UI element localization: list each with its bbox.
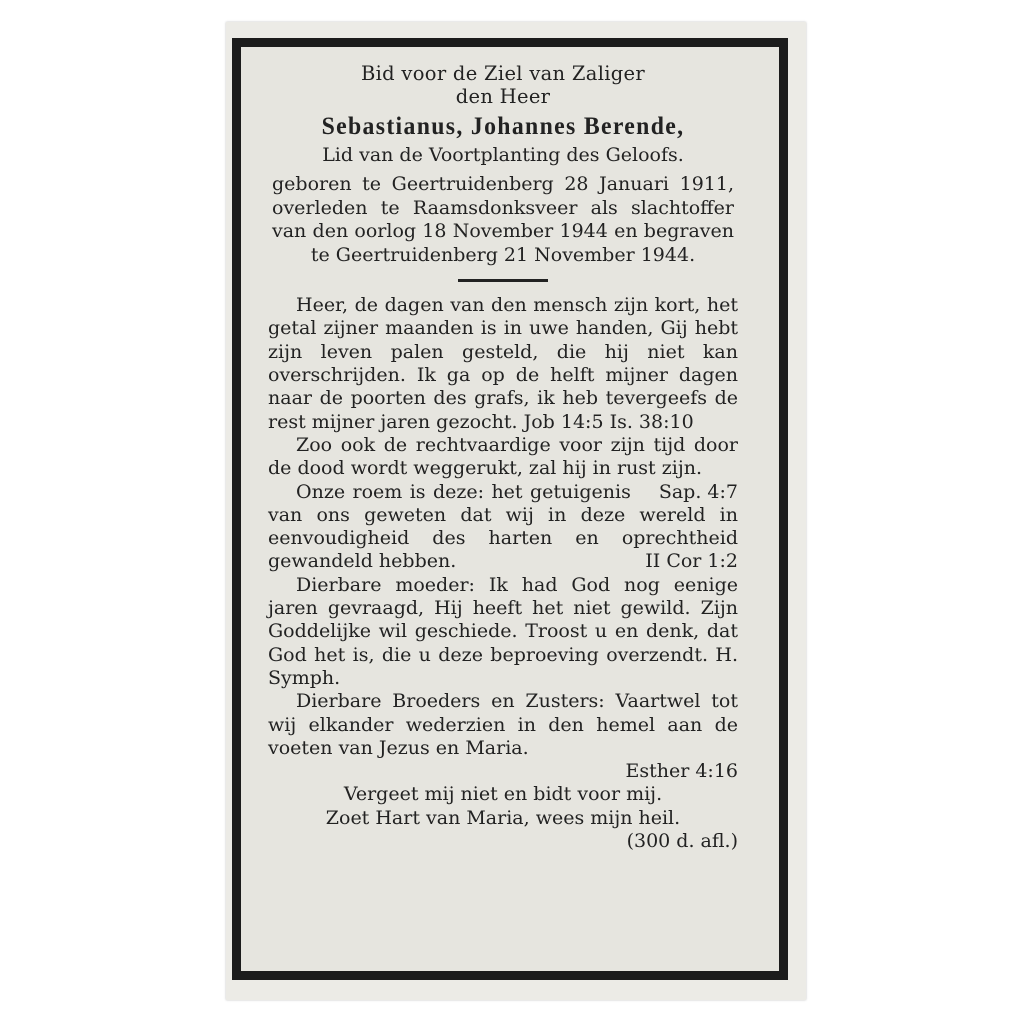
scripture-paragraph-3-text: Onze roem is deze: het getuigenis van ons geweten dat wij in deze wereld in eenvoudigheid des harten en oprechtheid gewandeld hebben. (268, 480, 738, 573)
title-heading: den Heer (455, 85, 551, 109)
message-to-mother: Dierbare moeder: Ik had God nog eenige jaren gevraagd, Hij heeft het niet gewild. Zijn Goddelijke wil geschiede. Troost u en denk, dat God het is, die u deze beproeving overzendt. H. Symph. (268, 573, 738, 689)
memorial-card (226, 22, 806, 1000)
message-to-siblings: Dierbare Broeders en Zusters: Vaartwel tot wij elkander wederzien in den hemel aan de voeten van Jezus en Maria. (268, 690, 738, 759)
scripture-reference-sap: Sap. 4:7 (658, 480, 738, 503)
closing-prayer-2: Zoet Hart van Maria, wees mijn heil. (325, 806, 681, 829)
divider-line (458, 279, 548, 282)
biography-text: geboren te Geertruidenberg 28 Januari 1911, overleden te Raamsdonksveer als slachtoffer van den oorlog 18 November 1944 en begraven te Geertruidenberg 21 November 1944. (272, 173, 734, 266)
deceased-name: Sebastianus, Johannes Berende, (321, 112, 685, 140)
indulgence-note: (300 d. afl.) (626, 830, 738, 853)
membership-line: Lid van de Voortplanting des Geloofs. (322, 143, 684, 166)
scripture-paragraph-2 (268, 433, 738, 503)
prayer-heading: Bid voor de Ziel van Zaliger (360, 62, 646, 85)
scripture-paragraph-2-text: Zoo ook de rechtvaardige voor zijn tijd door de dood wordt weggerukt, zal hij in rust zijn. (268, 433, 738, 480)
scripture-reference-cor: II Cor 1:2 (645, 550, 738, 573)
closing-prayer-1: Vergeet mij niet en bidt voor mij. (343, 783, 663, 806)
scripture-paragraph-1: Heer, de dagen van den mensch zijn kort, het getal zijner maanden is in uwe handen, Gij hebt zijn leven palen gesteld, die hij niet kan overschrijden. Ik ga op de helft mijner dagen naar de poorten des grafs, ik heb tevergeefs de rest mijner jaren gezocht. Job 14:5 Is. 38:10 (268, 294, 738, 433)
scripture-reference-esther: Esther 4:16 (625, 760, 738, 783)
card-content (268, 62, 738, 853)
